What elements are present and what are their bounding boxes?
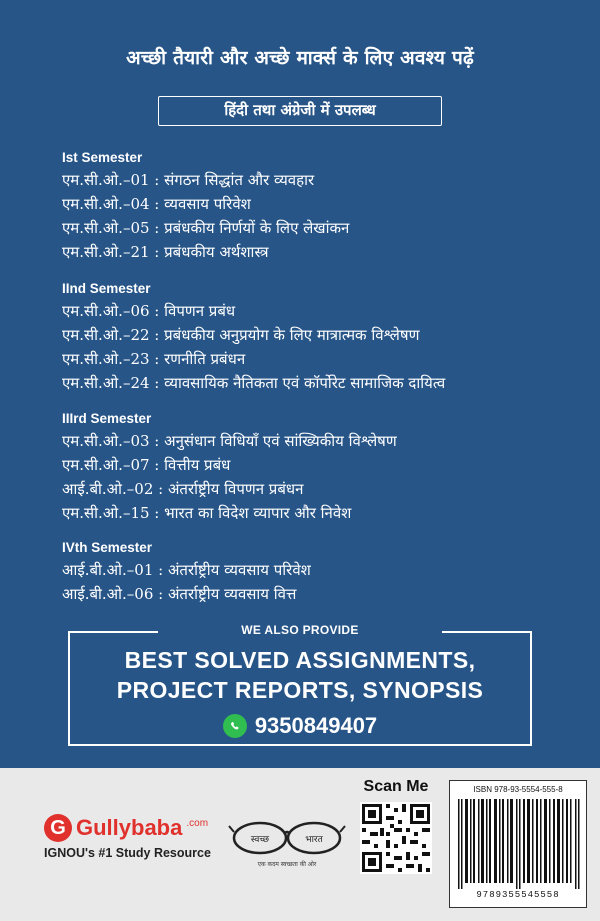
course-item: एम.सी.ओ.–06 : विपणन प्रबंध — [62, 302, 236, 320]
barcode-number: 9789355545558 — [476, 890, 560, 900]
services-line-2: PROJECT REPORTS, SYNOPSIS — [116, 677, 484, 703]
qr-code-icon[interactable] — [360, 802, 432, 874]
semester-2 — [62, 281, 445, 395]
glasses-icon — [228, 812, 346, 860]
course-item: एम.सी.ओ.–22 : प्रबंधकीय अनुप्रयोग के लिए मात्रात्मक विश्लेषण — [62, 326, 420, 344]
swachh-tagline: एक कदम स्वच्छता की ओर — [257, 861, 317, 868]
course-item: एम.सी.ओ.–24 : व्यावसायिक नैतिकता एवं कॉर्पोरेट सामाजिक दायित्व — [62, 374, 446, 392]
brand-name: Gullybaba — [76, 815, 183, 840]
course-item: एम.सी.ओ.–21 : प्रबंधकीय अर्थशास्त्र — [62, 243, 269, 261]
course-item: एम.सी.ओ.–01 : संगठन सिद्धांत और व्यवहार — [62, 171, 315, 189]
also-provide-label: WE ALSO PROVIDE — [241, 623, 359, 637]
language-availability-box: हिंदी तथा अंग्रेजी में उपलब्ध — [158, 96, 442, 126]
swachh-left-text: स्वच्छ — [250, 835, 270, 845]
services-line-1: BEST SOLVED ASSIGNMENTS, — [124, 647, 476, 673]
also-provide-box — [68, 623, 532, 746]
semester-3 — [62, 411, 397, 525]
semester-title: IInd Semester — [62, 281, 151, 296]
course-item: एम.सी.ओ.–07 : वित्तीय प्रबंध — [62, 456, 231, 474]
semester-title: IIIrd Semester — [62, 411, 152, 426]
course-item: एम.सी.ओ.–05 : प्रबंधकीय निर्णयों के लिए लेखांकन — [62, 219, 350, 237]
phone-number[interactable]: 9350849407 — [254, 713, 378, 738]
services-text — [70, 645, 530, 705]
course-item: एम.सी.ओ.–15 : भारत का विदेश व्यापार और निवेश — [62, 504, 352, 522]
swachh-right-text: भारत — [305, 835, 323, 845]
semester-1 — [62, 150, 349, 264]
course-item: एम.सी.ओ.–04 : व्यवसाय परिवेश — [62, 195, 251, 213]
course-item: एम.सी.ओ.–03 : अनुसंधान विधियाँ एवं सांख्यिकीय विश्लेषण — [62, 432, 397, 450]
semester-title: IVth Semester — [62, 540, 153, 555]
scan-me-label: Scan Me — [363, 778, 429, 795]
isbn-label: ISBN 978-93-5554-555-8 — [473, 785, 563, 794]
brand-domain: .com — [186, 817, 209, 829]
brand-tagline: IGNOU's #1 Study Resource — [44, 846, 211, 860]
semester-title: Ist Semester — [62, 150, 143, 165]
swachh-bharat-logo — [228, 812, 346, 872]
course-item: एम.सी.ओ.–23 : रणनीति प्रबंधन — [62, 350, 246, 368]
brand-g-icon: G — [44, 814, 72, 842]
gullybaba-logo — [44, 814, 211, 860]
whatsapp-icon — [223, 714, 247, 738]
semester-4 — [62, 540, 311, 606]
contact-row — [70, 713, 530, 739]
course-item: आई.बी.ओ.–06 : अंतर्राष्ट्रीय व्यवसाय वित्त — [62, 585, 297, 603]
course-item: आई.बी.ओ.–01 : अंतर्राष्ट्रीय व्यवसाय परिवेश — [62, 561, 311, 579]
isbn-barcode-box — [449, 780, 587, 908]
headline: अच्छी तैयारी और अच्छे मार्क्स के लिए अवश्य पढ़ें — [126, 47, 474, 69]
course-item: आई.बी.ओ.–02 : अंतर्राष्ट्रीय विपणन प्रबंधन — [62, 480, 304, 498]
barcode-icon — [458, 799, 580, 889]
back-cover-footer — [0, 768, 600, 921]
